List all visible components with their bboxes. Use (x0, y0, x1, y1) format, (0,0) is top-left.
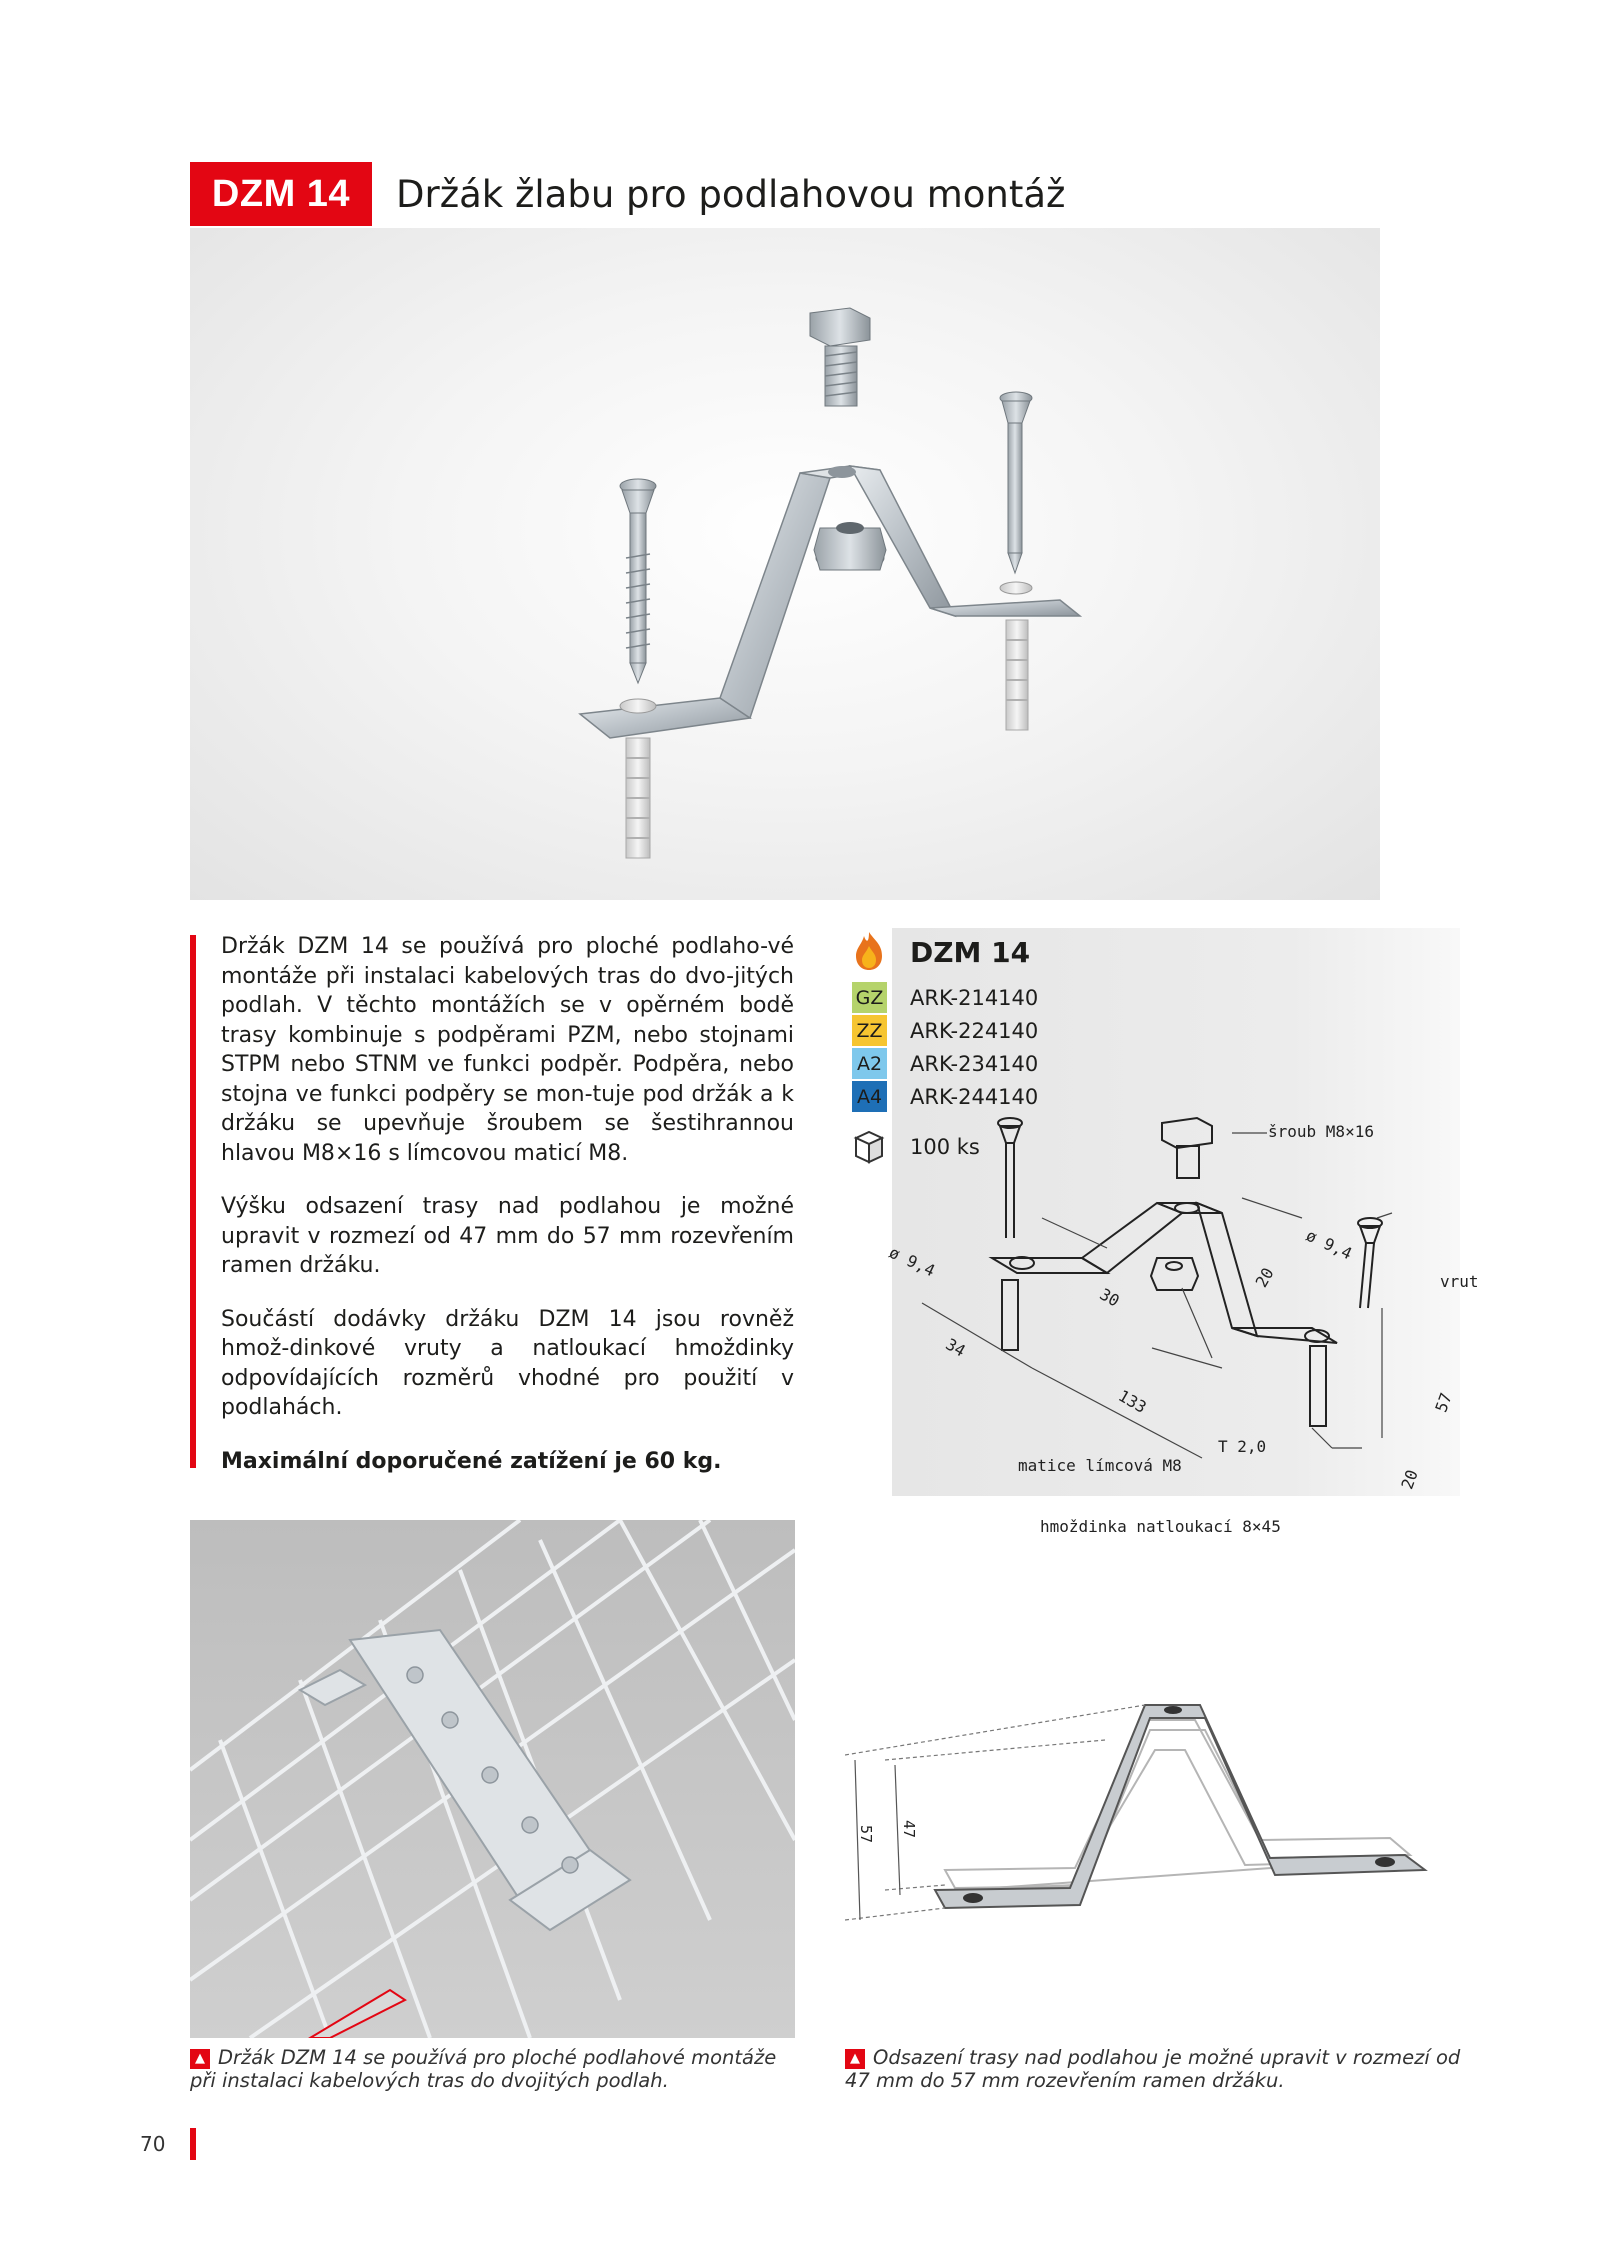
label-dimension: 30 (1096, 1284, 1123, 1311)
label-screw: vrut (1440, 1272, 1479, 1291)
spec-title: DZM 14 (910, 936, 1031, 969)
description-paragraph: Držák DZM 14 se používá pro ploché podlaho-vé montáže při instalaci kabelových tras do dvo-jitých podlah. V těchto montážích se v opěrném bodě trasy kombinuje s podpěrami PZM, nebo stojnami STPM nebo STNM ve funkci podpěr. Podpěra, nebo stojna ve funkci podpěry se mon-tuje pod držák a k držáku se upevňuje šroubem se šestihrannou hlavou M8×16 s límcovou maticí M8. (221, 934, 794, 1166)
chevron-up-icon: ▲ (845, 2049, 865, 2069)
article-code: ARK-244140 (910, 1084, 1039, 1109)
label-dimension: 20 (1397, 1467, 1422, 1492)
installation-photo (190, 1520, 795, 2038)
caption-text: Odsazení trasy nad podlahou je možné upravit v rozmezí od 47 mm do 57 mm rozevřením ramen držáku. (845, 2046, 1461, 2092)
max-load-note: Maximální doporučené zatížení je 60 kg. (221, 1448, 722, 1474)
finish-code-row (852, 1048, 1038, 1079)
label-dimension: 57 (1431, 1390, 1456, 1415)
label-thickness: T 2,0 (1218, 1437, 1267, 1456)
bracket-assembly-illustration (190, 228, 1380, 900)
chevron-up-icon: ▲ (190, 2049, 210, 2069)
finish-code-row (852, 982, 1038, 1013)
package-quantity: 100 ks (910, 1135, 980, 1159)
finish-badge: A2 (852, 1048, 887, 1079)
accent-bar (190, 935, 196, 1468)
caption-left (190, 2046, 800, 2092)
spec-panel (892, 928, 1460, 1496)
description-paragraph: Součástí dodávky držáku DZM 14 jsou rovněž hmož-dinkové vruty a natloukací hmoždinky odpovídajících rozměrů vhodné pro použití v podlahách. (221, 1306, 794, 1420)
label-diameter: ø 9,4 (886, 1242, 938, 1281)
page-title: Držák žlabu pro podlahovou montáž (396, 172, 1066, 216)
article-code: ARK-214140 (910, 985, 1039, 1010)
bracket-adjustment-illustration (845, 1690, 1445, 2030)
caption-right (845, 2046, 1465, 2092)
product-photo (190, 228, 1380, 900)
page-number: 70 (140, 2132, 166, 2156)
finish-code-row (852, 1015, 1038, 1046)
label-dowel: hmoždinka natloukací 8×45 (1040, 1517, 1281, 1536)
description-paragraph: Výšku odsazení trasy nad podlahou je možné upravit v rozmezí od 47 mm do 57 mm rozevřením ramen držáku. (221, 1194, 794, 1278)
finish-code-row (852, 1081, 1038, 1112)
label-nut: matice límcová M8 (1018, 1456, 1182, 1475)
label-dimension: 34 (942, 1334, 969, 1361)
finish-badge: ZZ (852, 1015, 887, 1046)
label-dimension: 133 (1115, 1386, 1150, 1417)
label-diameter: ø 9,4 (1303, 1225, 1355, 1264)
finish-badge: GZ (852, 982, 887, 1013)
article-code: ARK-234140 (910, 1051, 1039, 1076)
label-dimension: 20 (1251, 1264, 1278, 1291)
label-height-min: 47 (900, 1819, 919, 1839)
label-height-max: 57 (857, 1824, 876, 1844)
cable-tray-illustration (190, 1520, 795, 2038)
product-code-badge: DZM 14 (190, 162, 372, 226)
technical-drawing (892, 928, 1460, 1496)
fire-icon (852, 930, 886, 972)
article-code: ARK-224140 (910, 1018, 1039, 1043)
adjustment-drawing (845, 1690, 1445, 2030)
finish-badge: A4 (852, 1081, 887, 1112)
product-description (221, 932, 794, 1500)
label-bolt: šroub M8×16 (1268, 1122, 1374, 1141)
page-accent-bar (190, 2128, 196, 2160)
caption-text: Držák DZM 14 se používá pro ploché podlahové montáže při instalaci kabelových tras do dvojitých podlah. (190, 2046, 777, 2092)
box-icon (852, 1128, 886, 1166)
